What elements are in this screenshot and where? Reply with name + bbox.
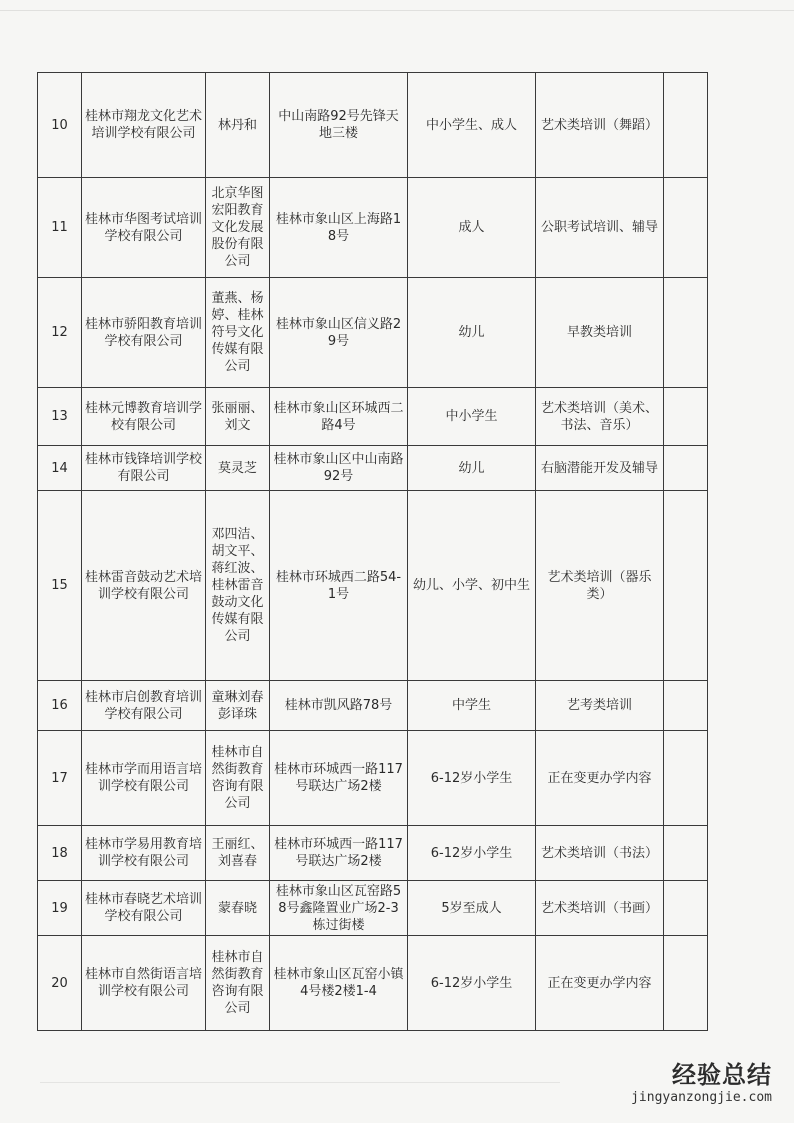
school-name: 桂林元博教育培训学校有限公司 bbox=[82, 388, 206, 446]
target-students: 6-12岁小学生 bbox=[408, 936, 536, 1031]
row-number: 19 bbox=[38, 881, 82, 936]
training-content: 正在变更办学内容 bbox=[536, 936, 664, 1031]
remark-cell bbox=[664, 826, 708, 881]
row-number: 10 bbox=[38, 73, 82, 178]
table-row bbox=[38, 491, 708, 681]
school-address: 桂林市象山区信义路29号 bbox=[270, 278, 408, 388]
table-row bbox=[38, 73, 708, 178]
founder-name: 桂林市自然街教育咨询有限公司 bbox=[206, 731, 270, 826]
row-number: 15 bbox=[38, 491, 82, 681]
target-students: 6-12岁小学生 bbox=[408, 826, 536, 881]
school-name: 桂林市骄阳教育培训学校有限公司 bbox=[82, 278, 206, 388]
remark-cell bbox=[664, 491, 708, 681]
school-address: 桂林市环城西一路117号联达广场2楼 bbox=[270, 826, 408, 881]
school-address: 桂林市象山区环城西二路4号 bbox=[270, 388, 408, 446]
row-number: 18 bbox=[38, 826, 82, 881]
school-address: 桂林市凯风路78号 bbox=[270, 681, 408, 731]
school-address: 桂林市象山区瓦窑路58号鑫隆置业广场2-3栋过街楼 bbox=[270, 881, 408, 936]
table-row bbox=[38, 936, 708, 1031]
school-address: 桂林市环城西二路54-1号 bbox=[270, 491, 408, 681]
bottom-rule bbox=[40, 1082, 560, 1083]
training-content: 早教类培训 bbox=[536, 278, 664, 388]
row-number: 13 bbox=[38, 388, 82, 446]
row-number: 12 bbox=[38, 278, 82, 388]
remark-cell bbox=[664, 881, 708, 936]
founder-name: 童琳刘春彭译珠 bbox=[206, 681, 270, 731]
target-students: 幼儿 bbox=[408, 278, 536, 388]
founder-name: 莫灵芝 bbox=[206, 446, 270, 491]
table-row bbox=[38, 178, 708, 278]
founder-name: 王丽红、刘喜春 bbox=[206, 826, 270, 881]
table-row bbox=[38, 278, 708, 388]
school-name: 桂林市翔龙文化艺术培训学校有限公司 bbox=[82, 73, 206, 178]
training-content: 右脑潜能开发及辅导 bbox=[536, 446, 664, 491]
training-content: 艺术类培训（舞蹈） bbox=[536, 73, 664, 178]
school-name: 桂林市启创教育培训学校有限公司 bbox=[82, 681, 206, 731]
school-address: 桂林市象山区瓦窑小镇4号楼2楼1-4 bbox=[270, 936, 408, 1031]
school-name: 桂林市华图考试培训学校有限公司 bbox=[82, 178, 206, 278]
row-number: 11 bbox=[38, 178, 82, 278]
target-students: 幼儿 bbox=[408, 446, 536, 491]
row-number: 16 bbox=[38, 681, 82, 731]
target-students: 成人 bbox=[408, 178, 536, 278]
remark-cell bbox=[664, 278, 708, 388]
target-students: 6-12岁小学生 bbox=[408, 731, 536, 826]
school-address: 中山南路92号先锋天地三楼 bbox=[270, 73, 408, 178]
target-students: 中小学生、成人 bbox=[408, 73, 536, 178]
founder-name: 邓四洁、胡文平、蒋红波、桂林雷音鼓动文化传媒有限公司 bbox=[206, 491, 270, 681]
school-list-table bbox=[37, 72, 708, 1031]
training-content: 正在变更办学内容 bbox=[536, 731, 664, 826]
founder-name: 北京华图宏阳教育文化发展股份有限公司 bbox=[206, 178, 270, 278]
school-name: 桂林市钱锋培训学校有限公司 bbox=[82, 446, 206, 491]
school-name: 桂林雷音鼓动艺术培训学校有限公司 bbox=[82, 491, 206, 681]
school-name: 桂林市春晓艺术培训学校有限公司 bbox=[82, 881, 206, 936]
founder-name: 林丹和 bbox=[206, 73, 270, 178]
training-content: 艺术类培训（器乐类） bbox=[536, 491, 664, 681]
remark-cell bbox=[664, 731, 708, 826]
row-number: 14 bbox=[38, 446, 82, 491]
school-address: 桂林市环城西一路117号联达广场2楼 bbox=[270, 731, 408, 826]
founder-name: 蒙春晓 bbox=[206, 881, 270, 936]
table-row bbox=[38, 731, 708, 826]
table-row bbox=[38, 881, 708, 936]
remark-cell bbox=[664, 681, 708, 731]
training-content: 艺考类培训 bbox=[536, 681, 664, 731]
training-content: 艺术类培训（美术、书法、音乐） bbox=[536, 388, 664, 446]
remark-cell bbox=[664, 388, 708, 446]
remark-cell bbox=[664, 936, 708, 1031]
table-row bbox=[38, 446, 708, 491]
table-row bbox=[38, 826, 708, 881]
row-number: 20 bbox=[38, 936, 82, 1031]
target-students: 中小学生 bbox=[408, 388, 536, 446]
founder-name: 桂林市自然街教育咨询有限公司 bbox=[206, 936, 270, 1031]
school-address: 桂林市象山区上海路18号 bbox=[270, 178, 408, 278]
remark-cell bbox=[664, 178, 708, 278]
target-students: 幼儿、小学、初中生 bbox=[408, 491, 536, 681]
school-name: 桂林市自然街语言培训学校有限公司 bbox=[82, 936, 206, 1031]
target-students: 中学生 bbox=[408, 681, 536, 731]
watermark-title: 经验总结 bbox=[672, 1061, 772, 1089]
school-name: 桂林市学而用语言培训学校有限公司 bbox=[82, 731, 206, 826]
training-content: 公职考试培训、辅导 bbox=[536, 178, 664, 278]
school-name: 桂林市学易用教育培训学校有限公司 bbox=[82, 826, 206, 881]
table-row bbox=[38, 681, 708, 731]
target-students: 5岁至成人 bbox=[408, 881, 536, 936]
table-row bbox=[38, 388, 708, 446]
site-watermark bbox=[631, 1055, 772, 1105]
top-rule bbox=[0, 10, 794, 11]
founder-name: 张丽丽、刘文 bbox=[206, 388, 270, 446]
training-content: 艺术类培训（书画） bbox=[536, 881, 664, 936]
watermark-url: jingyanzongjie.com bbox=[631, 1090, 772, 1105]
row-number: 17 bbox=[38, 731, 82, 826]
remark-cell bbox=[664, 73, 708, 178]
training-content: 艺术类培训（书法） bbox=[536, 826, 664, 881]
remark-cell bbox=[664, 446, 708, 491]
school-address: 桂林市象山区中山南路92号 bbox=[270, 446, 408, 491]
founder-name: 董燕、杨婷、桂林符号文化传媒有限公司 bbox=[206, 278, 270, 388]
